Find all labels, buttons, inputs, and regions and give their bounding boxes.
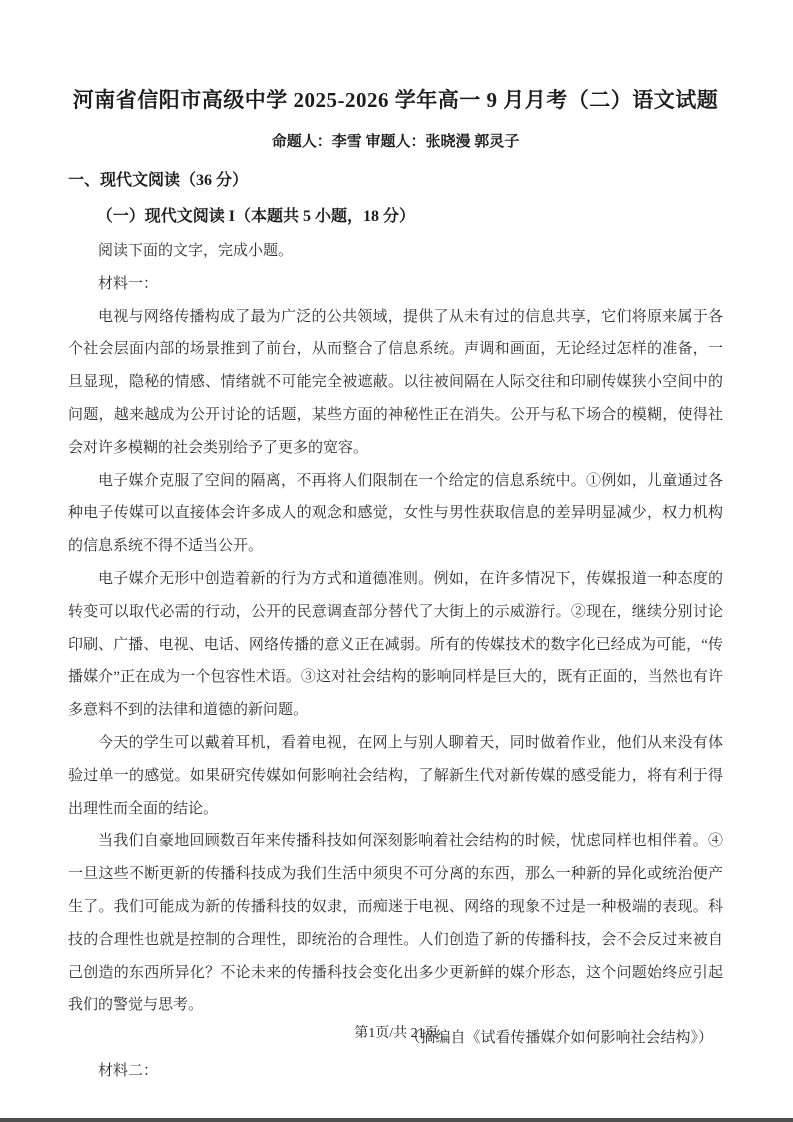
passage-paragraph-4: 今天的学生可以戴着耳机，看着电视，在网上与别人聊着天，同时做着作业，他们从来没有体验过单一的感觉。如果研究传媒如何影响社会结构，了解新生代对新传媒的感受能力，将有利于得出理性而全面的结论。	[68, 734, 723, 817]
passage-paragraph-5: 当我们自豪地回顾数百年来传播科技如何深刻影响着社会结构的时候，忧虑同样也相伴着。④一旦这些不断更新的传播科技成为我们生活中须臾不可分离的东西，那么一种新的异化或统治便产生了。我们可能成为新的传播科技的奴隶，而痴迷于电视、网络的现象不过是一种极端的表现。科技的合理性也就是控制的合理性，即统治的合理性。人们创造了新的传播科技，会不会反过来被自己创造的东西所异化？不论未来的传播科技会变化出多少更新鲜的媒介形态，这个问题始终应引起我们的警觉与思考。	[68, 833, 723, 1014]
document-title: 河南省信阳市高级中学 2025-2026 学年高一 9 月月考（二）语文试题	[72, 88, 719, 112]
subsection-heading-reading-1: （一）现代文阅读 I（本题共 5 小题，18 分）	[96, 208, 416, 225]
material-one-label: 材料一：	[98, 275, 159, 292]
passage-paragraph-1: 电视与网络传播构成了最为广泛的公共领域，提供了从未有过的信息共享，它们将原来属于各个社会层面内部的场景推到了前台，从而整合了信息系统。声调和画面，无论经过怎样的准备，一旦显现，隐秘的情感、情绪就不可能完全被遮蔽。以往被间隔在人际交往和印刷传媒狭小空间中的问题，越来越成为公开讨论的话题，某些方面的神秘性正在消失。公开与私下场合的模糊，使得社会对许多模糊的社会类别给予了更多的宽容。	[68, 308, 723, 456]
page-content	[68, 0, 723, 1088]
reading-passage	[68, 235, 723, 1088]
page-bottom-edge-divider	[0, 1118, 793, 1122]
authors-line: 命题人：李雪 审题人：张晓漫 郭灵子	[271, 134, 520, 150]
section-heading-modern-reading: 一、现代文阅读（36 分）	[68, 172, 249, 189]
passage-paragraph-3: 电子媒介无形中创造着新的行为方式和道德准则。例如，在许多情况下，传媒报道一种态度的转变可以取代必需的行动，公开的民意调查部分替代了大街上的示威游行。②现在，继续分别讨论印刷、广播、电视、电话、网络传播的意义正在减弱。所有的传媒技术的数字化已经成为可能，“传播媒介”正在成为一个包容性术语。③这对社会结构的影响同样是巨大的，既有正面的，当然也有许多意料不到的法律和道德的新问题。	[68, 570, 723, 719]
reading-instruction: 阅读下面的文字，完成小题。	[98, 243, 294, 259]
page-number-indicator: 第1页/共 21页	[354, 1026, 439, 1041]
passage-paragraph-2: 电子媒介克服了空间的隔离，不再将人们限制在一个给定的信息系统中。①例如，儿童通过各种电子传媒可以直接体会许多成人的观念和感觉，女性与男性获取信息的差异明显减少，权力机构的信息系统不得不适当公开。	[68, 472, 723, 555]
source-attribution: （摘编自《试看传播媒介如何影响社会结构》）	[405, 1030, 713, 1047]
material-two-label: 材料二：	[98, 1062, 159, 1079]
